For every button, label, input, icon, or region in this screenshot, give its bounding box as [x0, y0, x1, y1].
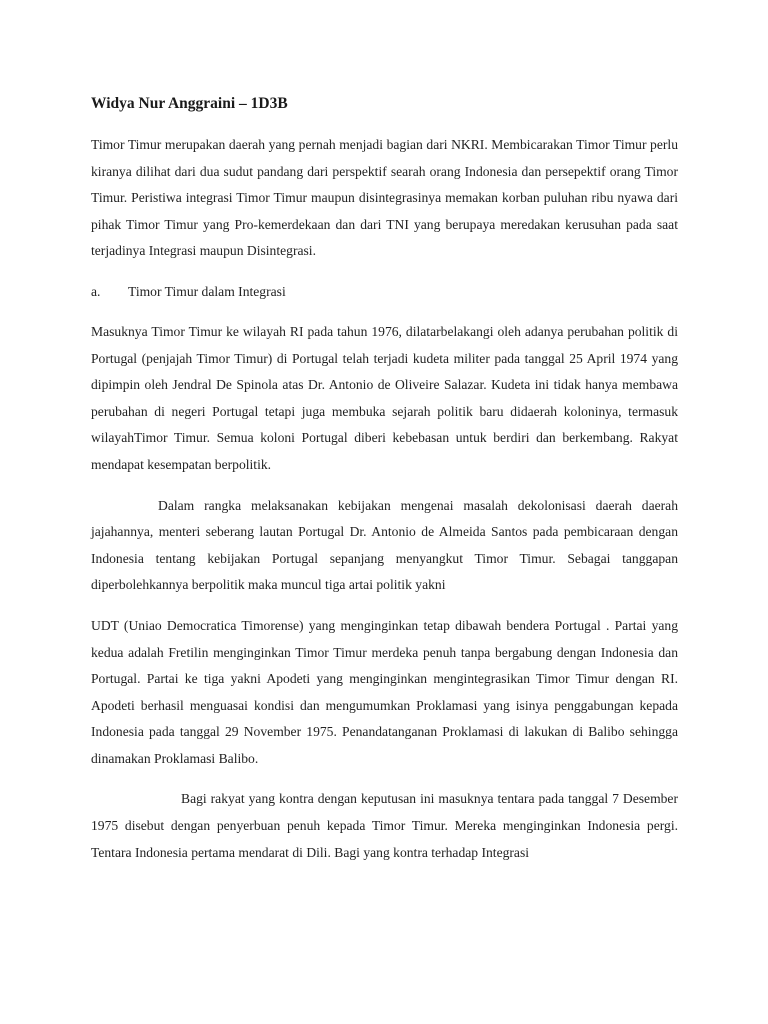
intro-paragraph: Timor Timur merupakan daerah yang pernah menjadi bagian dari NKRI. Membicarakan Timor Timur perlu kiranya dilihat dari dua sudut pandang dari perspektif searah orang Indonesia dan persepektif orang Timor Timur. Peristiwa integrasi Timor Timur maupun disintegrasinya memakan korban puluhan ribu nyawa dari pihak Timor Timur yang Pro-kemerdekaan dan dari TNI yang berupaya meredakan kerusuhan pada saat terjadinya Integrasi maupun Disintegrasi. — [91, 137, 678, 259]
paragraph-3: UDT (Uniao Democratica Timorense) yang menginginkan tetap dibawah bendera Portugal . Partai yang kedua adalah Fretilin menginginkan Timor Timur merdeka penuh tanpa bergabung dengan Indonesia dan Portugal. Partai ke tiga yakni Apodeti yang menginginkan mengintegrasikan Timor Timur dengan RI. Apodeti berhasil menguasai kondisi dan mengumumkan Proklamasi yang isinya penggabungan kepada Indonesia pada tanggal 29 November 1975. Penandatanganan Proklamasi di lakukan di Balibo sehingga dinamakan Proklamasi Balibo. — [91, 617, 678, 766]
section-marker: a. — [91, 283, 101, 299]
section-title: Timor Timur dalam Integrasi — [128, 283, 286, 299]
paragraph-1: Masuknya Timor Timur ke wilayah RI pada tahun 1976, dilatarbelakangi oleh adanya perubahan politik di Portugal (penjajah Timor Timur) di Portugal telah terjadi kudeta militer pada tanggal 25 April 1974 yang dipimpin oleh Jendral De Spinola atas Dr. Antonio de Oliveire Salazar. Kudeta ini tidak hanya membawa perubahan di negeri Portugal tetapi juga membuka sejarah politik baru didaerah koloninya, termasuk wilayahTimor Timur. Semua koloni Portugal diberi kebebasan untuk berdiri dan berkembang. Rakyat mendapat kesempatan berpolitik. — [91, 323, 678, 472]
section-heading — [91, 279, 678, 305]
document-title: Widya Nur Anggraini – 1D3B — [91, 95, 288, 112]
paragraph-4: Bagi rakyat yang kontra dengan keputusan ini masuknya tentara pada tanggal 7 Desember 1975 disebut dengan penyerbuan penuh kepada Timor Timur. Mereka menginginkan Indonesia pergi. Tentara Indonesia pertama mendarat di Dili. Bagi yang kontra terhadap Integrasi — [91, 791, 678, 860]
document-page — [91, 94, 678, 880]
paragraph-2: Dalam rangka melaksanakan kebijakan mengenai masalah dekolonisasi daerah daerah jajahannya, menteri seberang lautan Portugal Dr. Antonio de Almeida Santos pada pembicaraan dengan Indonesia tentang kebijakan Portugal sepanjang menyangkut Timor Timur. Sebagai tanggapan diperbolehkannya berpolitik maka muncul tiga artai politik yakni — [91, 497, 678, 593]
